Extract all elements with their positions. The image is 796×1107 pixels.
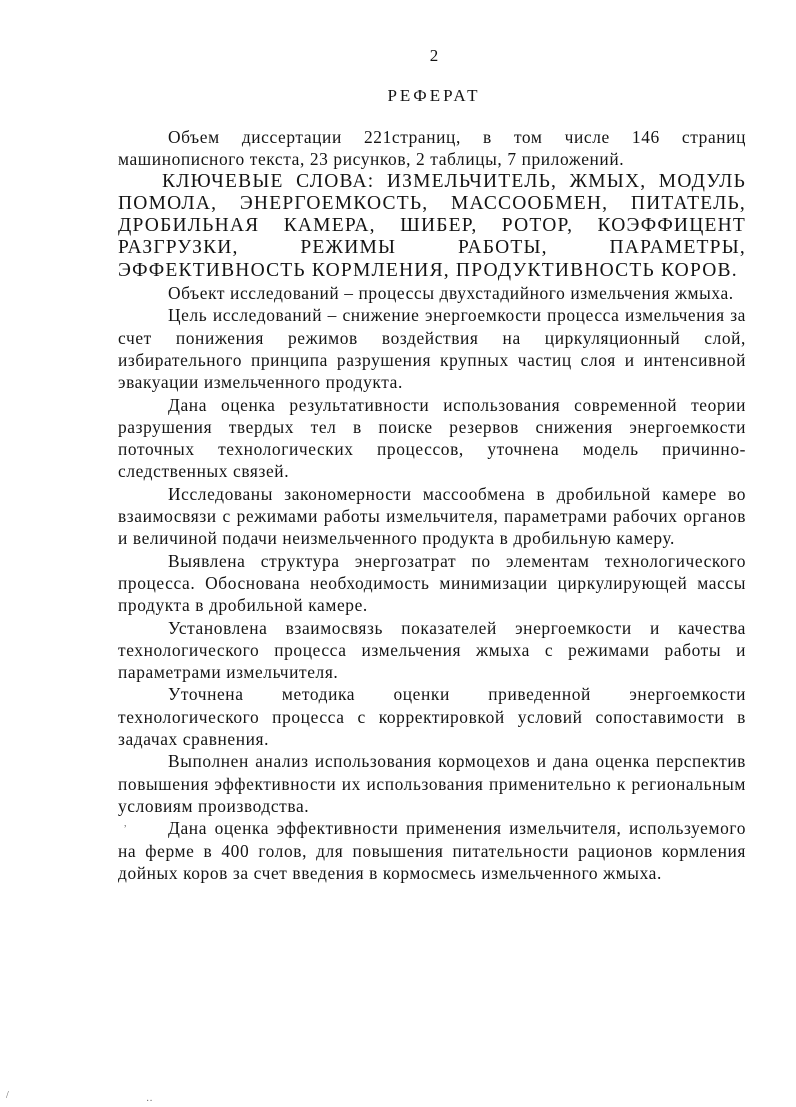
abstract-body — [118, 126, 746, 884]
paragraph-volume: Объем диссертации 221страниц, в том числе 146 страниц машинописного текста, 23 рисунков, 2 таблицы, 7 приложений. — [118, 127, 746, 170]
paragraph-keywords: КЛЮЧЕВЫЕ СЛОВА: ИЗМЕЛЬЧИТЕЛЬ, ЖМЫХ, МОДУЛЬ ПОМОЛА, ЭНЕРГОЕМКОСТЬ, МАССООБМЕН, ПИТАТЕЛЬ, ДРОБИЛЬНАЯ КАМЕРА, ШИБЕР, РОТОР, КОЭФФИЦЕНТ РАЗГРУЗКИ, РЕЖИМЫ РАБОТЫ, ПАРАМЕТРЫ, ЭФФЕКТИВНОСТЬ КОРМЛЕНИЯ, ПРОДУКТИВНОСТЬ КОРОВ. — [118, 170, 746, 281]
paragraph-goal: Цель исследований – снижение энергоемкости процесса измельчения за счет понижения режимов воздействия на циркуляционный слой, избирательного принципа разрушения крупных частиц слоя и интенсивной эвакуации измельченного продукта. — [118, 305, 746, 393]
abstract-title: РЕФЕРАТ — [387, 86, 481, 105]
paragraph-finding-5: Уточнена методика оценки приведенной энергоемкости технологического процесса с корректировкой условий сопоставимости в задачах сравнения. — [118, 684, 746, 750]
scan-speck: ·· — [146, 1096, 153, 1107]
page-number: 2 — [429, 46, 439, 65]
paragraph-finding-4: Установлена взаимосвязь показателей энергоемкости и качества технологического процесса измельчения жмыха с режимами работы и параметрами измельчителя. — [118, 617, 746, 683]
paragraph-finding-1: Дана оценка результативности использования современной теории разрушения твердых тел в поиске резервов снижения энергоемкости поточных технологических процессов, уточнена модель причинно-следственных связей. — [118, 394, 746, 482]
paragraph-object: Объект исследований – процессы двухстадийного измельчения жмыха. — [168, 283, 734, 304]
scan-speck: / — [6, 1090, 9, 1101]
paragraph-finding-3: Выявлена структура энергозатрат по элементам технологического процесса. Обоснована необходимость минимизации циркулирующей массы продукта в дробильной камере. — [118, 550, 746, 616]
paragraph-finding-7: Дана оценка эффективности применения измельчителя, используемого на ферме в 400 голов, для повышения питательности рационов кормления дойных коров за счет введения в кормосмесь измельченного жмыха. — [118, 818, 746, 883]
scan-speck: , — [124, 818, 127, 829]
paragraph-finding-6: Выполнен анализ использования кормоцехов и дана оценка перспектив повышения эффективности их использования применительно к региональным условиям производства. — [118, 751, 746, 816]
paragraph-finding-2: Исследованы закономерности массообмена в дробильной камере во взаимосвязи с режимами работы измельчителя, параметрами рабочих органов и величиной подачи неизмельченного продукта в дробильную камеру. — [118, 483, 746, 549]
